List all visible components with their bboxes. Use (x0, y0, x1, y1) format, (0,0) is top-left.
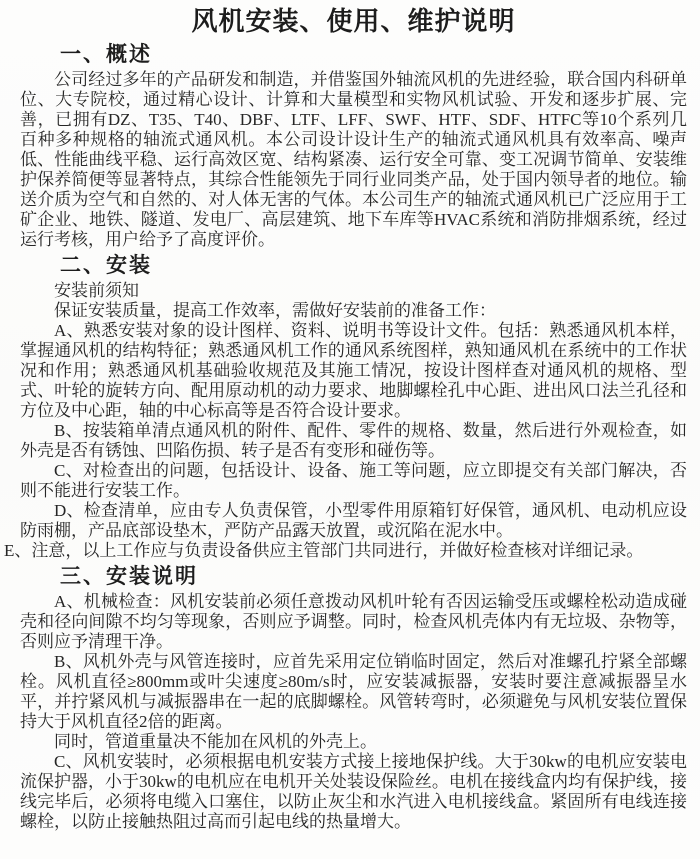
installation-item-c: C、对检查出的问题，包括设计、设备、施工等问题，应立即提交有关部门解决，否则不能进行安装工作。 (20, 461, 687, 500)
installation-item-b: B、按装箱单清点通风机的附件、配件、零件的规格、数量，然后进行外观检查，如外壳是否有锈蚀、凹陷伤损、转子是否有变形和碰伤等。 (20, 421, 687, 460)
overview-paragraph: 公司经过多年的产品研发和制造，并借鉴国外轴流风机的先进经验，联合国内科研单位、大专院校，通过精心设计、计算和大量模型和实物风机试验、开发和逐步扩展、完善，已拥有DZ、T35、T40、DBF、LTF、LFF、SWF、HTF、SDF、HTFC等10个系列几百种多种规格的轴流式通风机。本公司设计设计生产的轴流式通风机具有效率高、噪声低、性能曲线平稳、运行高效区宽、结构紧凑、运行安全可靠、变工况调节简单、安装维护保养简便等显著特点，其综合性能领先于同行业同类产品，处于国内领导者的地位。输送介质为空气和自然的、对人体无害的气体。本公司生产的轴流式通风机已广泛应用于工矿企业、地铁、隧道、发电厂、高层建筑、地下车库等HVAC系统和消防排烟系统，经过运行考核，用户给予了高度评价。 (20, 70, 687, 249)
installation-preparation-intro: 保证安装质量，提高工作效率，需做好安装前的准备工作： (54, 301, 496, 320)
section-heading-installation: 二、安装 (60, 254, 152, 277)
instructions-item-b-note: 同时，管道重量决不能加在风机的外壳上。 (54, 732, 377, 751)
instructions-item-c: C、风机安装时，必须根据电机安装方式接上接地保护线。大于30kw的电机应安装电流保护器，小于30kw的电机应在电机开关处装设保险丝。电机在接线盒内均有保护线，接线完毕后，必须将电缆入口塞住，以防止灰尘和水汽进入电机接线盒。紧固所有电线连接螺栓，以防止接触热阻过高而引起电线的热量增大。 (20, 752, 687, 831)
instructions-item-b: B、风机外壳与风管连接时，应首先采用定位销临时固定，然后对准螺孔拧紧全部螺栓。风机直径≥800mm或叶尖速度≥80m/s时，应安装减振器，安装时要注意减振器呈水平，并拧紧风机与减振器串在一起的底脚螺栓。风管转弯时，必须避免与风机安装位置保持大于风机直径2倍的距离。 (20, 652, 687, 731)
installation-item-a: A、熟悉安装对象的设计图样、资料、说明书等设计文件。包括：熟悉通风机本样，掌握通风机的结构特征；熟悉通风机工作的通风系统图样，熟知通风机在系统中的工作状况和作用；熟悉通风机基础验收规范及其施工情况，按设计图样查对通风机的规格、型式、叶轮的旋转方向、配用原动机的动力要求、地脚螺栓孔中心距、进出风口法兰孔径和方位及中心距，轴的中心标高等是否符合设计要求。 (20, 321, 687, 420)
document-title: 风机安装、使用、维护说明 (191, 6, 516, 36)
installation-item-e: E、注意，以上工作应与负责设备供应主管部门共同进行，并做好检查核对详细记录。 (4, 541, 644, 560)
section-heading-overview: 一、概述 (60, 43, 152, 66)
installation-notice-title: 安装前须知 (54, 281, 139, 300)
installation-item-d: D、检查清单，应由专人负责保管，小型零件用原箱钉好保管，通风机、电动机应设防雨棚，产品底部设垫木，严防产品露天放置，或沉陷在泥水中。 (20, 501, 687, 540)
section-heading-installation-instructions: 三、安装说明 (60, 565, 198, 588)
instructions-item-a: A、机械检查：风机安装前必须任意拨动风机叶轮有否因运输受压或螺栓松动造成碰壳和径向间隙不均匀等现象，否则应予调整。同时，检查风机壳体内有无垃圾、杂物等，否则应予清理干净。 (20, 592, 687, 651)
